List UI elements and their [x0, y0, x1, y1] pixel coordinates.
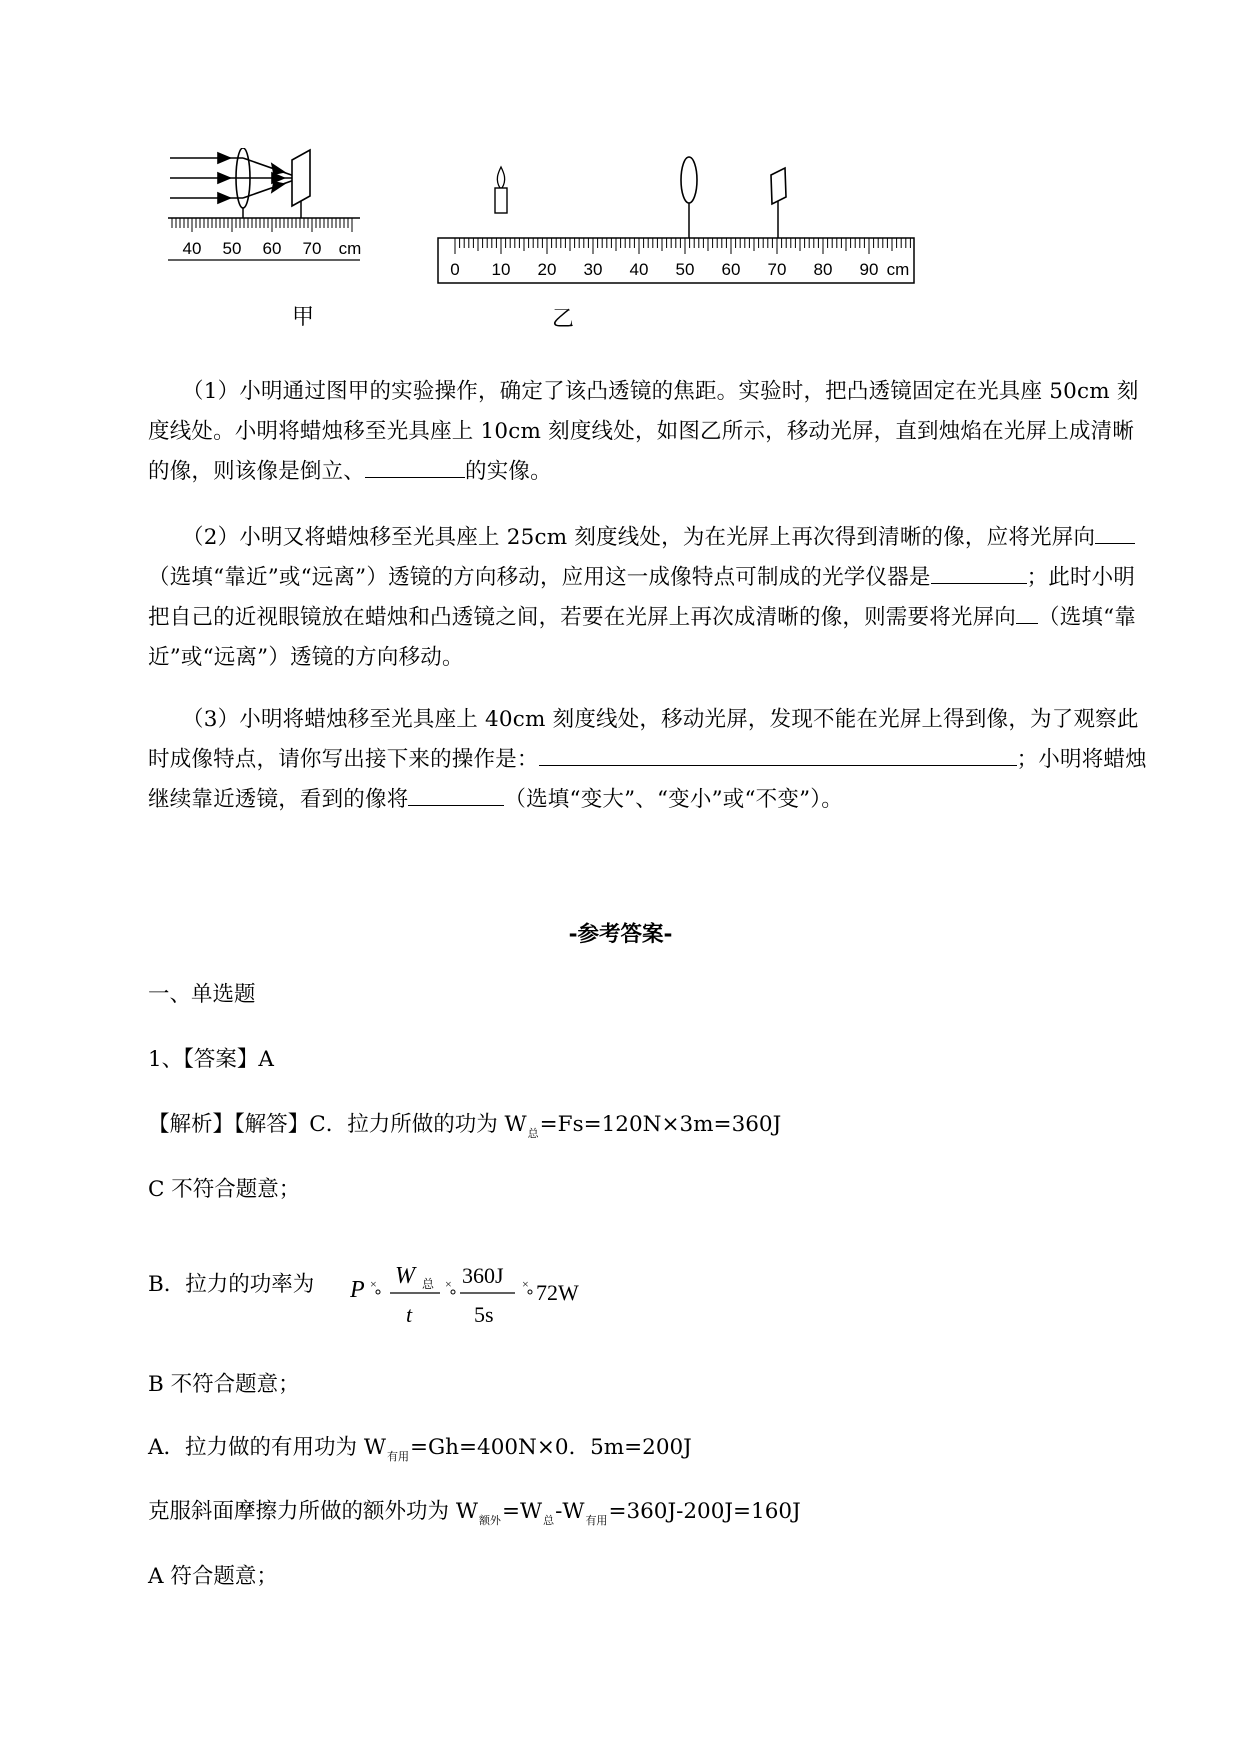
right-ruler-unit: cm — [886, 260, 910, 279]
lens-focus-diagram — [160, 148, 400, 308]
question-3 — [148, 700, 1148, 820]
extra-value: =360J-200J=160J — [608, 1499, 801, 1524]
q2-text-1: （2）小明又将蜡烛移至光具座上 25cm 刻度线处，为在光屏上再次得到清晰的像，应将光屏向 — [182, 525, 1096, 550]
q1-blank[interactable] — [365, 455, 465, 478]
left-ruler-label: 50 — [222, 239, 242, 258]
extra-minus: -W — [555, 1499, 585, 1524]
q3-text-2: ；小明将蜡烛继续靠近透镜，看到的像将 — [148, 747, 1147, 812]
right-ruler-label: 0 — [450, 260, 460, 279]
left-ruler-unit: cm — [338, 239, 362, 258]
q2-text-4: （选填“靠近”或“远离”）透镜的方向移动。 — [148, 605, 1137, 670]
subscript: 额外 — [478, 1514, 501, 1527]
formula-num: 360J — [462, 1263, 504, 1288]
b-conclusion: B 不符合题意； — [148, 1372, 300, 1397]
analysis-line — [148, 1110, 781, 1143]
subscript: 有用 — [386, 1450, 409, 1463]
subscript: 总 — [527, 1127, 539, 1140]
c-conclusion: C 不符合题意； — [148, 1177, 301, 1202]
formula-t: t — [406, 1302, 413, 1327]
analysis-value: =Fs=120N×3m=360J — [539, 1112, 782, 1137]
extra-text: 克服斜面摩擦力所做的额外功为 W — [148, 1499, 478, 1524]
right-ruler-label: 20 — [537, 260, 557, 279]
b-label: B．拉力的功率为 — [148, 1272, 315, 1297]
right-ruler-label: 10 — [491, 260, 511, 279]
right-ruler-label: 70 — [767, 260, 787, 279]
extra-work — [148, 1497, 801, 1530]
q3-blank-1[interactable] — [539, 743, 1017, 766]
right-ruler-label: 60 — [721, 260, 741, 279]
formula-w-sub: 总 — [422, 1277, 435, 1291]
left-ruler-label: 40 — [182, 239, 202, 258]
q2-blank-1[interactable] — [1095, 521, 1135, 544]
formula-result: 72W — [536, 1280, 579, 1305]
a-text: A．拉力做的有用功为 W — [148, 1435, 386, 1460]
a-useful-work — [148, 1433, 692, 1466]
figure-yi — [430, 155, 920, 295]
q2-text-2: （选填“靠近”或“远离”）透镜的方向移动，应用这一成像特点可制成的光学仪器是 — [148, 565, 931, 590]
q3-text-1: （3）小明将蜡烛移至光具座上 40cm 刻度线处，移动光屏，发现不能在光屏上得到像，为了观察此时成像特点，请你写出接下来的操作是： — [148, 707, 1139, 772]
right-ruler-label: 80 — [813, 260, 833, 279]
q3-text-3: （选填“变大”、“变小”或“不变”）。 — [504, 787, 843, 812]
q2-blank-3[interactable] — [1016, 601, 1038, 624]
answer-1: 1、【答案】A — [148, 1047, 274, 1072]
formula-p: P — [350, 1277, 365, 1303]
right-ruler-label: 30 — [583, 260, 603, 279]
optical-bench-diagram — [430, 155, 920, 295]
power-formula — [350, 1250, 610, 1330]
question-2 — [148, 518, 1148, 678]
section-heading: 一、单选题 — [148, 982, 256, 1007]
question-1 — [148, 372, 1148, 492]
left-ruler-label: 70 — [302, 239, 322, 258]
q2-blank-2[interactable] — [931, 561, 1027, 584]
formula-sep: × — [445, 1277, 452, 1291]
right-ruler-label: 40 — [629, 260, 649, 279]
subscript: 总 — [543, 1514, 555, 1527]
q2-text-3: ；此时小明把自己的近视眼镜放在蜡烛和凸透镜之间，若要在光屏上再次成清晰的像，则需要将光屏向 — [148, 565, 1136, 630]
formula-den: 5s — [474, 1302, 494, 1327]
q1-text: （1）小明通过图甲的实验操作，确定了该凸透镜的焦距。实验时，把凸透镜固定在光具座 50cm 刻度线处。小明将蜡烛移至光具座上 10cm 刻度线处，如图乙所示，移动光屏，直到烛焰在光屏上成清晰的像，则该像是倒立、 — [148, 379, 1139, 484]
q1-text-after: 的实像。 — [465, 459, 552, 484]
left-ruler-label: 60 — [262, 239, 282, 258]
answers-title: -参考答案- — [568, 922, 673, 947]
right-ruler-label: 90 — [859, 260, 879, 279]
caption-yi: 乙 — [552, 307, 575, 332]
extra-eq: =W — [501, 1499, 543, 1524]
a-value: =Gh=400N×0．5m=200J — [409, 1435, 692, 1460]
power-formula-svg — [350, 1250, 610, 1330]
q3-blank-2[interactable] — [408, 783, 504, 806]
subscript: 有用 — [585, 1514, 608, 1527]
formula-sep: × — [522, 1277, 529, 1291]
formula-sep: × — [370, 1277, 377, 1291]
a-conclusion: A 符合题意； — [148, 1564, 278, 1589]
caption-jia: 甲 — [292, 305, 315, 330]
analysis-text: 【解析】【解答】C．拉力所做的功为 W — [148, 1112, 527, 1137]
right-ruler-label: 50 — [675, 260, 695, 279]
formula-w: W — [395, 1263, 415, 1289]
figure-jia — [160, 148, 400, 308]
